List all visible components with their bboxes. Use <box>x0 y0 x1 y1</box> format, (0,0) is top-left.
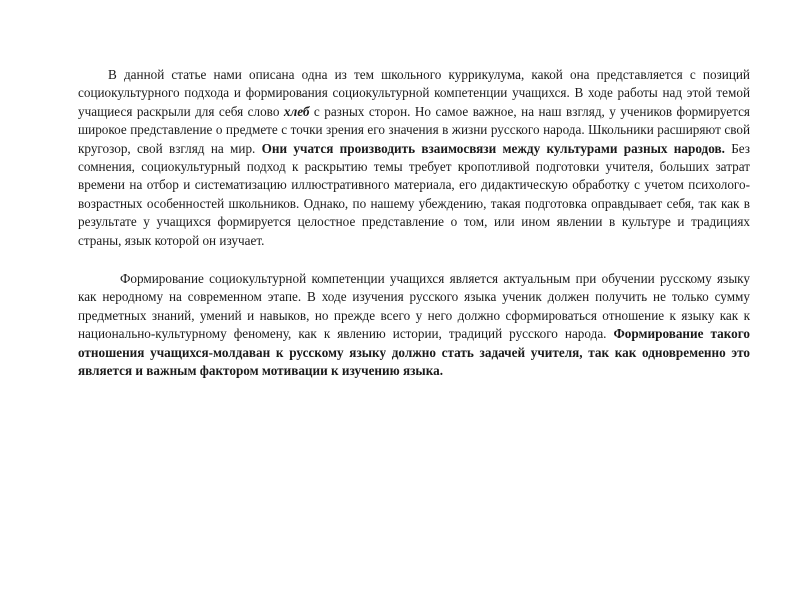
keyword-bread: хлеб <box>283 103 310 119</box>
paragraph-1 <box>78 66 750 250</box>
paragraph-2-bold-sentence: Формирование такого отношения учащихся-молдаван к русскому языку должно стать задачей учителя, так как одновременно это является и важным фактором мотивации к изучению языка. <box>78 326 750 379</box>
paragraph-1-text-part-2: с разных сторон. Но самое важное, на наш взгляд, у учеников формируется широкое представление о предмете с точки зрения его значения в жизни русского народа. Школьники расширяют свой кругозор, свой взгляд на мир. <box>78 103 750 156</box>
paragraph-1-bold-sentence: Они учатся производить взаимосвязи между культурами разных народов. <box>261 140 725 156</box>
paragraph-2-text-part-1: Формирование социокультурной компетенции учащихся является актуальным при обучении русскому языку как неродному на современном этапе. В ходе изучения русского языка ученик должен получить не только сумму предметных знаний, умений и навыков, но прежде всего у него должно сформироваться отношение к языку как к национально-культурному феномену, как к явлению истории, традиций русского народа. <box>78 271 750 342</box>
paragraph-2 <box>78 270 750 380</box>
paragraph-1-text-part-1: В данной статье нами описана одна из тем школьного куррикулума, какой она представляется с позиций социокультурного подхода и формирования социокультурной компетенции учащихся. В ходе работы над этой темой учащиеся раскрыли для себя слово <box>78 67 750 119</box>
document-page <box>78 66 750 381</box>
paragraph-1-text-part-3: Без сомнения, социокультурный подход к раскрытию темы требует кропотливой подготовки учителя, больших затрат времени на отбор и систематизацию иллюстративного материала, его дидактическую обработку с учетом психолого-возрастных особенностей школьников. Однако, по нашему убеждению, такая подготовка оправдывает себя, так как в результате у учащихся формируется целостное представление о том, или ином явлении в культуре и традициях страны, язык которой он изучает. <box>78 140 751 248</box>
